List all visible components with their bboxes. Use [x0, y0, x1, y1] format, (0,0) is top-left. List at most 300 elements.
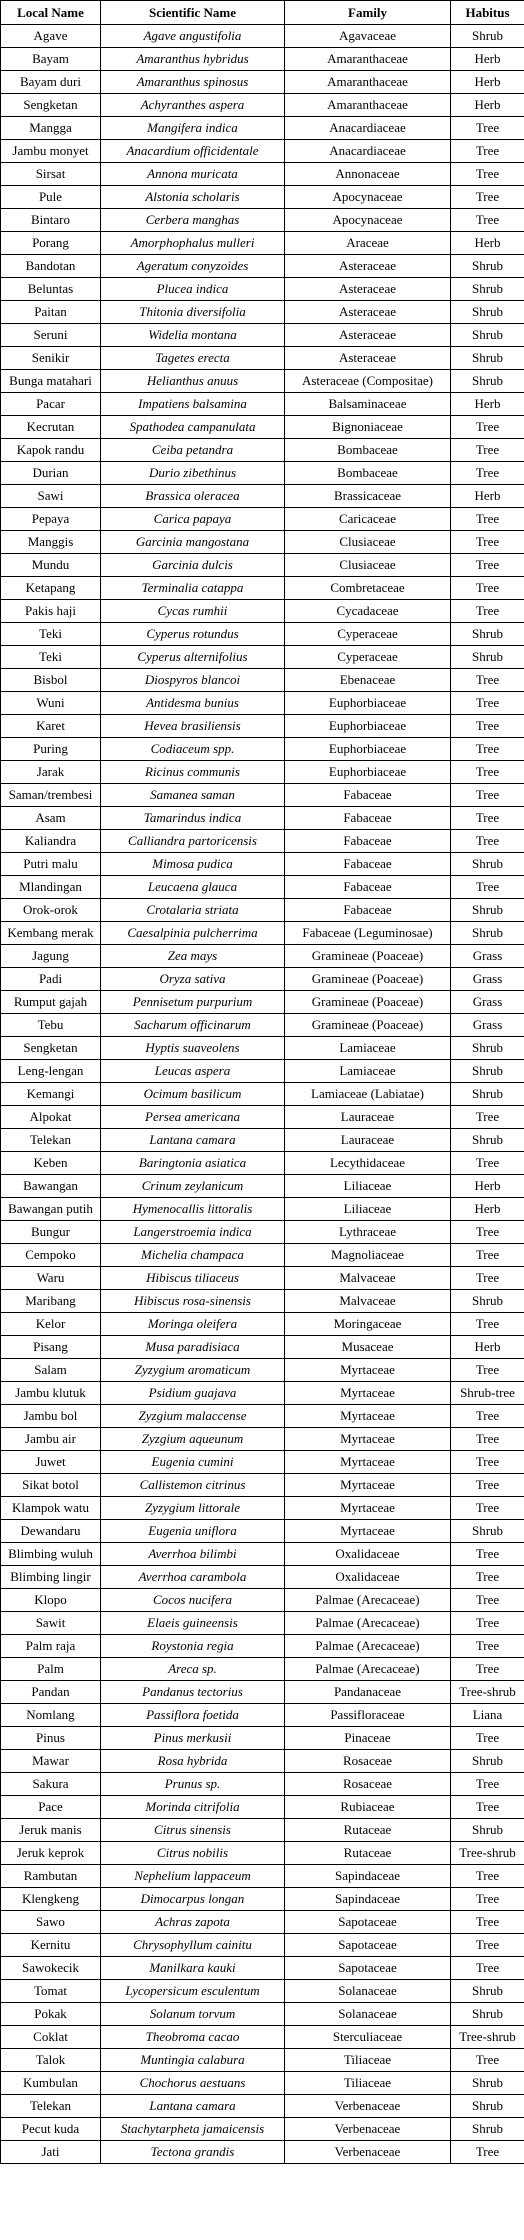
- family-cell: Cycadaceae: [285, 600, 451, 623]
- scientific-name-cell: Passiflora foetida: [101, 1704, 285, 1727]
- habitus-cell: Tree: [451, 1727, 524, 1750]
- scientific-name-cell: Sacharum officinarum: [101, 1014, 285, 1037]
- local-name-cell: Saman/trembesi: [1, 784, 101, 807]
- habitus-cell: Herb: [451, 71, 524, 94]
- table-row: [1, 1543, 524, 1566]
- table-row: [1, 830, 524, 853]
- scientific-name-cell: Hymenocallis littoralis: [101, 1198, 285, 1221]
- table-row: [1, 25, 524, 48]
- family-cell: Myrtaceae: [285, 1520, 451, 1543]
- local-name-cell: Jambu monyet: [1, 140, 101, 163]
- table-row: [1, 784, 524, 807]
- scientific-name-cell: Moringa oleifera: [101, 1313, 285, 1336]
- local-name-cell: Teki: [1, 623, 101, 646]
- scientific-name-cell: Annona muricata: [101, 163, 285, 186]
- habitus-cell: Tree: [451, 1474, 524, 1497]
- table-row: [1, 324, 524, 347]
- table-row: [1, 1911, 524, 1934]
- scientific-name-cell: Lantana camara: [101, 1129, 285, 1152]
- table-row: [1, 163, 524, 186]
- table-row: [1, 1635, 524, 1658]
- family-cell: Euphorbiaceae: [285, 761, 451, 784]
- local-name-cell: Jambu bol: [1, 1405, 101, 1428]
- scientific-name-cell: Chrysophyllum cainitu: [101, 1934, 285, 1957]
- family-cell: Clusiaceae: [285, 531, 451, 554]
- family-cell: Lythraceae: [285, 1221, 451, 1244]
- scientific-name-cell: Widelia montana: [101, 324, 285, 347]
- scientific-name-cell: Muntingia calabura: [101, 2049, 285, 2072]
- table-row: [1, 1037, 524, 1060]
- table-row: [1, 1451, 524, 1474]
- habitus-cell: Tree: [451, 462, 524, 485]
- family-cell: Musaceae: [285, 1336, 451, 1359]
- local-name-cell: Bandotan: [1, 255, 101, 278]
- habitus-cell: Shrub: [451, 2118, 524, 2141]
- header-habitus: Habitus: [451, 1, 524, 25]
- scientific-name-cell: Alstonia scholaris: [101, 186, 285, 209]
- table-row: [1, 2141, 524, 2164]
- scientific-name-cell: Rosa hybrida: [101, 1750, 285, 1773]
- local-name-cell: Pokak: [1, 2003, 101, 2026]
- local-name-cell: Karet: [1, 715, 101, 738]
- table-row: [1, 117, 524, 140]
- table-row: [1, 71, 524, 94]
- scientific-name-cell: Zea mays: [101, 945, 285, 968]
- table-row: [1, 439, 524, 462]
- local-name-cell: Putri malu: [1, 853, 101, 876]
- habitus-cell: Tree: [451, 1911, 524, 1934]
- scientific-name-cell: Crinum zeylanicum: [101, 1175, 285, 1198]
- local-name-cell: Kelor: [1, 1313, 101, 1336]
- family-cell: Araceae: [285, 232, 451, 255]
- habitus-cell: Tree: [451, 1405, 524, 1428]
- scientific-name-cell: Leucaena glauca: [101, 876, 285, 899]
- local-name-cell: Juwet: [1, 1451, 101, 1474]
- scientific-name-cell: Antidesma bunius: [101, 692, 285, 715]
- scientific-name-cell: Tectona grandis: [101, 2141, 285, 2164]
- family-cell: Amaranthaceae: [285, 48, 451, 71]
- local-name-cell: Sawit: [1, 1612, 101, 1635]
- scientific-name-cell: Tamarindus indica: [101, 807, 285, 830]
- local-name-cell: Pisang: [1, 1336, 101, 1359]
- local-name-cell: Pepaya: [1, 508, 101, 531]
- local-name-cell: Durian: [1, 462, 101, 485]
- scientific-name-cell: Areca sp.: [101, 1658, 285, 1681]
- scientific-name-cell: Cocos nucifera: [101, 1589, 285, 1612]
- family-cell: Asteraceae: [285, 301, 451, 324]
- scientific-name-cell: Achyranthes aspera: [101, 94, 285, 117]
- scientific-name-cell: Callistemon citrinus: [101, 1474, 285, 1497]
- scientific-name-cell: Zyzgium malaccense: [101, 1405, 285, 1428]
- local-name-cell: Blimbing lingir: [1, 1566, 101, 1589]
- family-cell: Bombaceae: [285, 439, 451, 462]
- habitus-cell: Shrub: [451, 2072, 524, 2095]
- family-cell: Liliaceae: [285, 1175, 451, 1198]
- scientific-name-cell: Morinda citrifolia: [101, 1796, 285, 1819]
- habitus-cell: Tree: [451, 1773, 524, 1796]
- habitus-cell: Tree: [451, 669, 524, 692]
- family-cell: Asteraceae: [285, 347, 451, 370]
- family-cell: Amaranthaceae: [285, 71, 451, 94]
- scientific-name-cell: Zyzgium aqueunum: [101, 1428, 285, 1451]
- scientific-name-cell: Chochorus aestuans: [101, 2072, 285, 2095]
- local-name-cell: Bunga matahari: [1, 370, 101, 393]
- habitus-cell: Tree-shrub: [451, 1681, 524, 1704]
- table-row: [1, 1152, 524, 1175]
- table-row: [1, 1313, 524, 1336]
- scientific-name-cell: Prunus sp.: [101, 1773, 285, 1796]
- scientific-name-cell: Lantana camara: [101, 2095, 285, 2118]
- family-cell: Malvaceae: [285, 1267, 451, 1290]
- scientific-name-cell: Carica papaya: [101, 508, 285, 531]
- family-cell: Solanaceae: [285, 1980, 451, 2003]
- habitus-cell: Herb: [451, 1336, 524, 1359]
- local-name-cell: Coklat: [1, 2026, 101, 2049]
- scientific-name-cell: Pandanus tectorius: [101, 1681, 285, 1704]
- habitus-cell: Tree: [451, 577, 524, 600]
- local-name-cell: Bawangan putih: [1, 1198, 101, 1221]
- local-name-cell: Salam: [1, 1359, 101, 1382]
- scientific-name-cell: Cycas rumhii: [101, 600, 285, 623]
- scientific-name-cell: Persea americana: [101, 1106, 285, 1129]
- table-row: [1, 1221, 524, 1244]
- local-name-cell: Sawokecik: [1, 1957, 101, 1980]
- family-cell: Verbenaceae: [285, 2118, 451, 2141]
- local-name-cell: Jagung: [1, 945, 101, 968]
- family-cell: Asteraceae: [285, 278, 451, 301]
- scientific-name-cell: Ageratum conyzoides: [101, 255, 285, 278]
- family-cell: Amaranthaceae: [285, 94, 451, 117]
- scientific-name-cell: Baringtonia asiatica: [101, 1152, 285, 1175]
- family-cell: Magnoliaceae: [285, 1244, 451, 1267]
- local-name-cell: Pacar: [1, 393, 101, 416]
- local-name-cell: Palm raja: [1, 1635, 101, 1658]
- scientific-name-cell: Oryza sativa: [101, 968, 285, 991]
- family-cell: Sapindaceae: [285, 1865, 451, 1888]
- local-name-cell: Palm: [1, 1658, 101, 1681]
- family-cell: Rubiaceae: [285, 1796, 451, 1819]
- table-row: [1, 1198, 524, 1221]
- family-cell: Balsaminaceae: [285, 393, 451, 416]
- local-name-cell: Sawo: [1, 1911, 101, 1934]
- local-name-cell: Pule: [1, 186, 101, 209]
- table-row: [1, 1060, 524, 1083]
- table-row: [1, 623, 524, 646]
- family-cell: Tiliaceae: [285, 2072, 451, 2095]
- habitus-cell: Shrub: [451, 1129, 524, 1152]
- scientific-name-cell: Calliandra partoricensis: [101, 830, 285, 853]
- habitus-cell: Shrub: [451, 1520, 524, 1543]
- local-name-cell: Senikir: [1, 347, 101, 370]
- habitus-cell: Tree: [451, 1106, 524, 1129]
- habitus-cell: Shrub: [451, 25, 524, 48]
- scientific-name-cell: Impatiens balsamina: [101, 393, 285, 416]
- local-name-cell: Telekan: [1, 1129, 101, 1152]
- table-row: [1, 669, 524, 692]
- scientific-name-cell: Lycopersicum esculentum: [101, 1980, 285, 2003]
- family-cell: Lamiaceae: [285, 1060, 451, 1083]
- habitus-cell: Shrub: [451, 1980, 524, 2003]
- table-row: [1, 209, 524, 232]
- local-name-cell: Dewandaru: [1, 1520, 101, 1543]
- habitus-cell: Shrub: [451, 1083, 524, 1106]
- scientific-name-cell: Codiaceum spp.: [101, 738, 285, 761]
- family-cell: Fabaceae: [285, 853, 451, 876]
- local-name-cell: Telekan: [1, 2095, 101, 2118]
- habitus-cell: Tree: [451, 1152, 524, 1175]
- table-row: [1, 1382, 524, 1405]
- habitus-cell: Shrub: [451, 347, 524, 370]
- habitus-cell: Tree: [451, 1244, 524, 1267]
- habitus-cell: Tree: [451, 1543, 524, 1566]
- table-row: [1, 853, 524, 876]
- habitus-cell: Tree: [451, 163, 524, 186]
- habitus-cell: Tree: [451, 1566, 524, 1589]
- scientific-name-cell: Mangifera indica: [101, 117, 285, 140]
- family-cell: Malvaceae: [285, 1290, 451, 1313]
- habitus-cell: Tree: [451, 1497, 524, 1520]
- family-cell: Lauraceae: [285, 1106, 451, 1129]
- habitus-cell: Herb: [451, 1175, 524, 1198]
- scientific-name-cell: Eugenia uniflora: [101, 1520, 285, 1543]
- scientific-name-cell: Leucas aspera: [101, 1060, 285, 1083]
- local-name-cell: Sakura: [1, 1773, 101, 1796]
- family-cell: Lauraceae: [285, 1129, 451, 1152]
- family-cell: Cyperaceae: [285, 646, 451, 669]
- header-local-name: Local Name: [1, 1, 101, 25]
- family-cell: Gramineae (Poaceae): [285, 991, 451, 1014]
- local-name-cell: Alpokat: [1, 1106, 101, 1129]
- scientific-name-cell: Michelia champaca: [101, 1244, 285, 1267]
- habitus-cell: Tree: [451, 1796, 524, 1819]
- table-row: [1, 646, 524, 669]
- table-row: [1, 416, 524, 439]
- family-cell: Sterculiaceae: [285, 2026, 451, 2049]
- local-name-cell: Rambutan: [1, 1865, 101, 1888]
- scientific-name-cell: Anacardium officidentale: [101, 140, 285, 163]
- family-cell: Caricaceae: [285, 508, 451, 531]
- habitus-cell: Grass: [451, 991, 524, 1014]
- table-row: [1, 48, 524, 71]
- scientific-name-cell: Roystonia regia: [101, 1635, 285, 1658]
- local-name-cell: Bawangan: [1, 1175, 101, 1198]
- habitus-cell: Tree: [451, 692, 524, 715]
- local-name-cell: Paitan: [1, 301, 101, 324]
- local-name-cell: Wuni: [1, 692, 101, 715]
- scientific-name-cell: Zyzygium aromaticum: [101, 1359, 285, 1382]
- habitus-cell: Tree: [451, 554, 524, 577]
- family-cell: Palmae (Arecaceae): [285, 1635, 451, 1658]
- habitus-cell: Shrub: [451, 853, 524, 876]
- scientific-name-cell: Manilkara kauki: [101, 1957, 285, 1980]
- family-cell: Sapotaceae: [285, 1957, 451, 1980]
- habitus-cell: Tree: [451, 807, 524, 830]
- local-name-cell: Maribang: [1, 1290, 101, 1313]
- local-name-cell: Jati: [1, 2141, 101, 2164]
- scientific-name-cell: Citrus sinensis: [101, 1819, 285, 1842]
- local-name-cell: Manggis: [1, 531, 101, 554]
- family-cell: Passifloraceae: [285, 1704, 451, 1727]
- habitus-cell: Shrub: [451, 1290, 524, 1313]
- habitus-cell: Tree: [451, 1313, 524, 1336]
- scientific-name-cell: Amaranthus hybridus: [101, 48, 285, 71]
- local-name-cell: Mundu: [1, 554, 101, 577]
- table-row: [1, 1106, 524, 1129]
- family-cell: Lamiaceae (Labiatae): [285, 1083, 451, 1106]
- scientific-name-cell: Ceiba petandra: [101, 439, 285, 462]
- habitus-cell: Shrub: [451, 899, 524, 922]
- scientific-name-cell: Zyzygium littorale: [101, 1497, 285, 1520]
- local-name-cell: Kumbulan: [1, 2072, 101, 2095]
- local-name-cell: Mawar: [1, 1750, 101, 1773]
- habitus-cell: Shrub: [451, 2003, 524, 2026]
- scientific-name-cell: Musa paradisiaca: [101, 1336, 285, 1359]
- local-name-cell: Kaliandra: [1, 830, 101, 853]
- family-cell: Clusiaceae: [285, 554, 451, 577]
- family-cell: Myrtaceae: [285, 1359, 451, 1382]
- habitus-cell: Herb: [451, 94, 524, 117]
- table-row: [1, 1405, 524, 1428]
- habitus-cell: Shrub: [451, 2095, 524, 2118]
- family-cell: Liliaceae: [285, 1198, 451, 1221]
- table-row: [1, 508, 524, 531]
- local-name-cell: Mangga: [1, 117, 101, 140]
- scientific-name-cell: Averrhoa carambola: [101, 1566, 285, 1589]
- local-name-cell: Puring: [1, 738, 101, 761]
- scientific-name-cell: Spathodea campanulata: [101, 416, 285, 439]
- table-row: [1, 94, 524, 117]
- habitus-cell: Tree: [451, 1865, 524, 1888]
- habitus-cell: Tree: [451, 209, 524, 232]
- habitus-cell: Shrub: [451, 1037, 524, 1060]
- scientific-name-cell: Pinus merkusii: [101, 1727, 285, 1750]
- local-name-cell: Klengkeng: [1, 1888, 101, 1911]
- habitus-cell: Liana: [451, 1704, 524, 1727]
- family-cell: Solanaceae: [285, 2003, 451, 2026]
- scientific-name-cell: Psidium guajava: [101, 1382, 285, 1405]
- habitus-cell: Tree: [451, 784, 524, 807]
- table-row: [1, 1566, 524, 1589]
- table-row: [1, 1520, 524, 1543]
- habitus-cell: Tree: [451, 2049, 524, 2072]
- habitus-cell: Shrub: [451, 623, 524, 646]
- family-cell: Rutaceae: [285, 1842, 451, 1865]
- table-row: [1, 140, 524, 163]
- scientific-name-cell: Langerstroemia indica: [101, 1221, 285, 1244]
- table-row: [1, 715, 524, 738]
- local-name-cell: Bayam duri: [1, 71, 101, 94]
- habitus-cell: Tree: [451, 761, 524, 784]
- table-row: [1, 1336, 524, 1359]
- table-row: [1, 1014, 524, 1037]
- family-cell: Palmae (Arecaceae): [285, 1658, 451, 1681]
- scientific-name-cell: Tagetes erecta: [101, 347, 285, 370]
- habitus-cell: Tree: [451, 416, 524, 439]
- family-cell: Apocynaceae: [285, 186, 451, 209]
- family-cell: Sapotaceae: [285, 1934, 451, 1957]
- family-cell: Gramineae (Poaceae): [285, 945, 451, 968]
- habitus-cell: Tree: [451, 738, 524, 761]
- local-name-cell: Jeruk manis: [1, 1819, 101, 1842]
- table-row: [1, 278, 524, 301]
- scientific-name-cell: Durio zibethinus: [101, 462, 285, 485]
- local-name-cell: Teki: [1, 646, 101, 669]
- table-row: [1, 1290, 524, 1313]
- family-cell: Ebenaceae: [285, 669, 451, 692]
- family-cell: Myrtaceae: [285, 1405, 451, 1428]
- family-cell: Myrtaceae: [285, 1382, 451, 1405]
- family-cell: Brassicaceae: [285, 485, 451, 508]
- table-row: [1, 1474, 524, 1497]
- family-cell: Myrtaceae: [285, 1451, 451, 1474]
- table-row: [1, 370, 524, 393]
- habitus-cell: Tree: [451, 186, 524, 209]
- local-name-cell: Klopo: [1, 1589, 101, 1612]
- table-row: [1, 922, 524, 945]
- family-cell: Combretaceae: [285, 577, 451, 600]
- table-row: [1, 1888, 524, 1911]
- habitus-cell: Tree: [451, 600, 524, 623]
- local-name-cell: Pace: [1, 1796, 101, 1819]
- scientific-name-cell: Hibiscus tiliaceus: [101, 1267, 285, 1290]
- family-cell: Fabaceae: [285, 876, 451, 899]
- local-name-cell: Kemangi: [1, 1083, 101, 1106]
- table-row: [1, 876, 524, 899]
- local-name-cell: Pakis haji: [1, 600, 101, 623]
- scientific-name-cell: Averrhoa bilimbi: [101, 1543, 285, 1566]
- family-cell: Oxalidaceae: [285, 1566, 451, 1589]
- table-row: [1, 232, 524, 255]
- family-cell: Rosaceae: [285, 1750, 451, 1773]
- table-row: [1, 1681, 524, 1704]
- family-cell: Bombaceae: [285, 462, 451, 485]
- local-name-cell: Blimbing wuluh: [1, 1543, 101, 1566]
- family-cell: Rutaceae: [285, 1819, 451, 1842]
- habitus-cell: Shrub: [451, 646, 524, 669]
- table-row: [1, 1267, 524, 1290]
- table-row: [1, 1727, 524, 1750]
- local-name-cell: Bintaro: [1, 209, 101, 232]
- scientific-name-cell: Nephelium lappaceum: [101, 1865, 285, 1888]
- scientific-name-cell: Caesalpinia pulcherrima: [101, 922, 285, 945]
- table-row: [1, 1750, 524, 1773]
- local-name-cell: Jambu klutuk: [1, 1382, 101, 1405]
- habitus-cell: Tree: [451, 876, 524, 899]
- local-name-cell: Asam: [1, 807, 101, 830]
- scientific-name-cell: Achras zapota: [101, 1911, 285, 1934]
- scientific-name-cell: Cerbera manghas: [101, 209, 285, 232]
- table-row: [1, 1658, 524, 1681]
- family-cell: Moringaceae: [285, 1313, 451, 1336]
- family-cell: Fabaceae (Leguminosae): [285, 922, 451, 945]
- table-row: [1, 2026, 524, 2049]
- table-row: [1, 807, 524, 830]
- local-name-cell: Sawi: [1, 485, 101, 508]
- header-row: [1, 1, 524, 25]
- family-cell: Oxalidaceae: [285, 1543, 451, 1566]
- table-row: [1, 899, 524, 922]
- local-name-cell: Beluntas: [1, 278, 101, 301]
- habitus-cell: Shrub: [451, 1819, 524, 1842]
- habitus-cell: Tree-shrub: [451, 1842, 524, 1865]
- scientific-name-cell: Hibiscus rosa-sinensis: [101, 1290, 285, 1313]
- scientific-name-cell: Amaranthus spinosus: [101, 71, 285, 94]
- local-name-cell: Orok-orok: [1, 899, 101, 922]
- table-row: [1, 1773, 524, 1796]
- scientific-name-cell: Solanum torvum: [101, 2003, 285, 2026]
- table-row: [1, 761, 524, 784]
- family-cell: Palmae (Arecaceae): [285, 1589, 451, 1612]
